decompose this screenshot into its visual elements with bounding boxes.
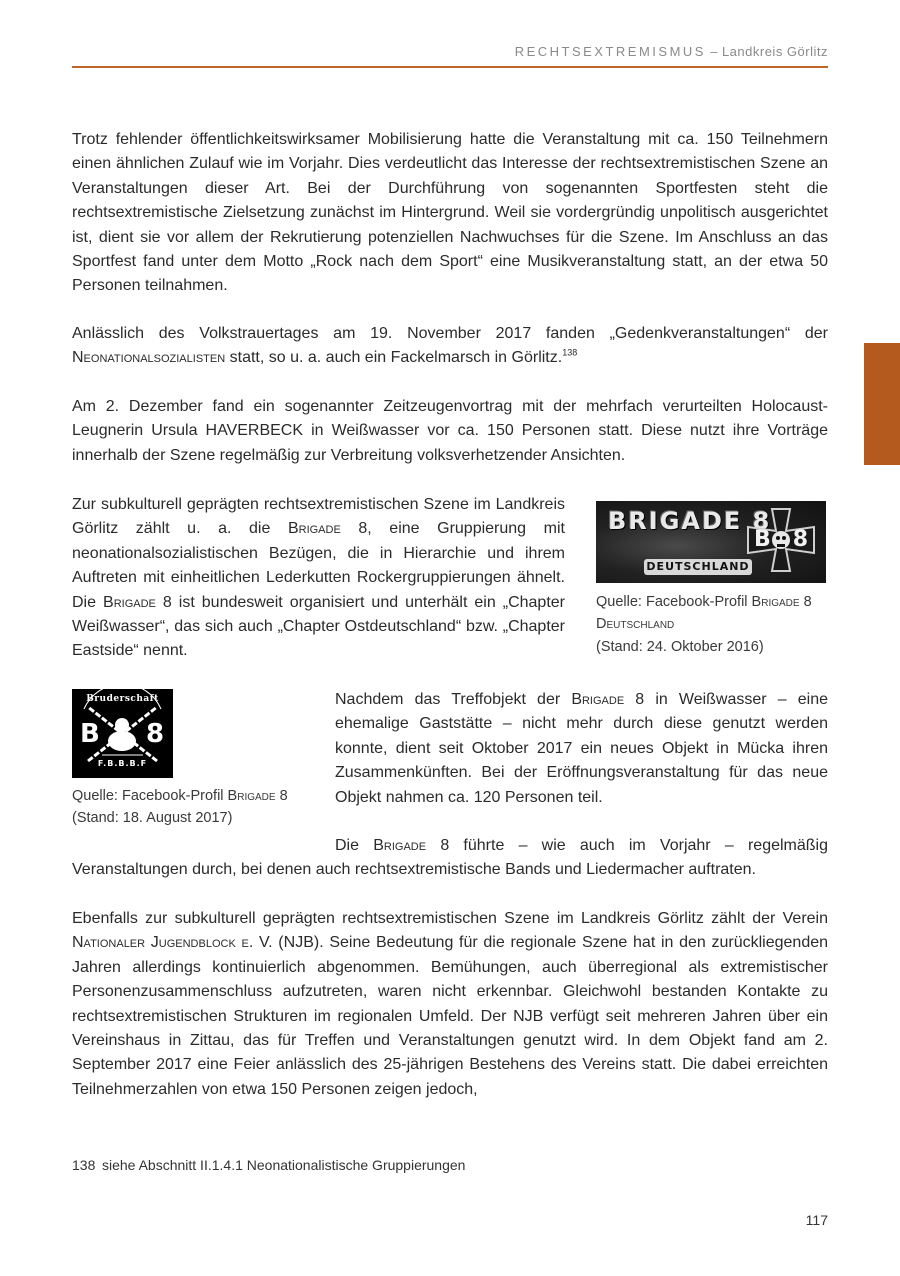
paragraph-7-text-a: Ebenfalls zur subkulturell geprägten rechtsextremistischen Szene im Landkreis Görlitz zählt der Verein bbox=[72, 910, 828, 927]
paragraph-4-smallcaps-2: Brigade bbox=[103, 593, 156, 611]
logo-b8 bbox=[754, 527, 830, 552]
figure-1-caption-line-2: Deutschland bbox=[596, 616, 675, 633]
paragraph-7 bbox=[72, 907, 828, 1102]
paragraph-2 bbox=[72, 322, 828, 371]
logo-b-letter: B bbox=[754, 527, 793, 552]
figure-2-caption-date: (Stand: 18. August 2017) bbox=[72, 810, 233, 827]
logo-8-digit: 8 bbox=[792, 527, 831, 552]
paragraph-4-text-a: Zur subkulturell geprägten rechtsextremistischen Szene im Landkreis Görlitz zählt u. a. die bbox=[72, 496, 565, 538]
paragraph-6-smallcaps: Brigade bbox=[373, 837, 427, 854]
footnote bbox=[72, 1157, 465, 1173]
header-rule bbox=[72, 66, 828, 68]
paragraph-4 bbox=[72, 493, 565, 664]
paragraph-2-smallcaps: Neonationalsozialisten bbox=[72, 349, 226, 367]
paragraph-6 bbox=[72, 834, 828, 883]
figure-1-caption-line-1 bbox=[596, 591, 836, 613]
logo-8-digit: 8 bbox=[146, 719, 165, 749]
paragraph-5 bbox=[335, 688, 828, 810]
logo-arc-text: Bruderschaft bbox=[86, 694, 159, 704]
caption-2-smallcaps: Brigade bbox=[227, 788, 276, 804]
paragraph-6-text-a: Die bbox=[335, 837, 374, 854]
figure-1-caption bbox=[596, 591, 836, 658]
caption-2-source: Quelle: Facebook-Profil bbox=[72, 788, 228, 804]
paragraph-7-smallcaps: Nationaler Jugendblock e. bbox=[72, 934, 254, 952]
paragraph-5-text-a: Nachdem das Treffobjekt der bbox=[335, 691, 572, 708]
paragraph-5-smallcaps: Brigade bbox=[571, 691, 625, 708]
footnote-text: siehe Abschnitt II.1.4.1 Neonationalistische Gruppierungen bbox=[102, 1157, 466, 1173]
paragraph-4-text-b: 8, eine Gruppierung mit neonationalsozialistischen Bezügen, die in Hierarchie und ihrem Auftreten mit einheitlichen Lederkutten Rockergruppierungen ähnelt. Die bbox=[72, 520, 565, 611]
figure-2-caption bbox=[72, 785, 322, 830]
figure-1-caption-date: (Stand: 24. Oktober 2016) bbox=[596, 638, 764, 655]
logo-bottom-text: F.B.B.B.F bbox=[97, 759, 148, 768]
brigade8-deutschland-logo bbox=[596, 501, 831, 583]
caption-1-smallcaps: Brigade bbox=[751, 594, 800, 610]
footnote-number: 138 bbox=[72, 1157, 96, 1173]
logo-title: BRIGADE 8 bbox=[608, 507, 772, 535]
header-subtitle: – Landkreis Görlitz bbox=[710, 44, 828, 59]
paragraph-6-text-b: 8 führte – wie auch im Vorjahr – regelmäßig Veranstaltungen durch, bei denen auch rechtsextremistische Bands und Liedermacher auftraten. bbox=[72, 837, 828, 879]
bruderschaft-b8-logo bbox=[72, 689, 173, 778]
figure-2-caption-line-1 bbox=[72, 785, 322, 807]
caption-2-number: 8 bbox=[275, 788, 288, 804]
chapter-side-tab bbox=[864, 343, 900, 465]
paragraph-2-text-a: Anlässlich des Volkstrauertages am 19. November 2017 fanden „Gedenkveranstaltungen“ der bbox=[72, 325, 828, 342]
paragraph-2-text-b: statt, so u. a. auch ein Fackelmarsch in Görlitz. bbox=[225, 349, 563, 367]
logo-banner: DEUTSCHLAND bbox=[644, 559, 752, 575]
footnote-reference: 138 bbox=[562, 348, 578, 359]
running-header bbox=[72, 44, 828, 66]
paragraph-7-text-b: V. (NJB). Seine Bedeutung für die regionale Szene hat in den zurückliegenden Jahren allerdings kontinuierlich abgenommen. Bemühungen, auch überregional als extremistischer Personenzusammenschluss aufzutreten, waren nicht erkennbar. Gleichwohl bestanden Kontakte zu rechtsextremistischen Strukturen im regionalen Umfeld. Der NJB verfügt seit mehreren Jahren über ein Vereinshaus in Zittau, das für Treffen und Veranstaltungen genutzt wird. In dem Objekt fand am 2. September 2017 eine Feier anlässlich des 25-jährigen Bestehens des Vereins statt. Die dabei erreichten Teilnehmerzahlen von etwa 150 Personen zeigen jedoch, bbox=[72, 934, 829, 1098]
caption-1-number: 8 bbox=[799, 594, 812, 610]
paragraph-4-text-c: 8 ist bundesweit organisiert und unterhält ein „Chapter Weißwasser“, das sich auch „Chapter Ostdeutschland“ bzw. „Chapter Eastside“ nennt. bbox=[72, 593, 566, 660]
page-number: 117 bbox=[805, 1212, 828, 1228]
paragraph-3: Am 2. Dezember fand ein sogenannter Zeitzeugenvortrag mit der mehrfach verurteilten Holocaust-Leugnerin Ursula HAVERBECK in Weißwasser vor ca. 150 Personen statt. Diese nutzt ihre Vorträge innerhalb der Szene regelmäßig zur Verbreitung volksverhetzender Ansichten. bbox=[72, 398, 828, 464]
paragraph-5-text-b: 8 in Weißwasser – eine ehemalige Gaststätte – nicht mehr durch diese genutzt werden konnte, dient seit Oktober 2017 ein neues Objekt in Mücka ihren Zusammenkünften. Bei der Eröffnungsveranstaltung für das neue Objekt nahmen ca. 120 Personen teil. bbox=[335, 691, 829, 806]
caption-1-source: Quelle: Facebook-Profil bbox=[596, 594, 752, 610]
paragraph-1: Trotz fehlender öffentlichkeitswirksamer Mobilisierung hatte die Veranstaltung mit ca. 150 Teilnehmern einen ähnlichen Zulauf wie im Vorjahr. Dies verdeutlicht das Interesse der rechtsextremistischen Szene an Veranstaltungen dieser Art. Bei der Durchführung von sogenannten Sportfesten steht die rechtsextremistische Zielsetzung zunächst im Hintergrund. Weil sie vordergründig unpolitisch ausgerichtet ist, dient sie vor allem der Rekrutierung potenziellen Nachwuchses für die Szene. Im Anschluss an das Sportfest fand unter dem Motto „Rock nach dem Sport“ eine Musikveranstaltung statt, an der etwa 50 Personen teilnahmen. bbox=[72, 131, 828, 295]
paragraph-4-smallcaps-1: Brigade bbox=[287, 520, 341, 538]
logo-b-letter: B bbox=[80, 719, 100, 749]
header-section: RECHTSEXTREMISMUS bbox=[514, 44, 706, 59]
